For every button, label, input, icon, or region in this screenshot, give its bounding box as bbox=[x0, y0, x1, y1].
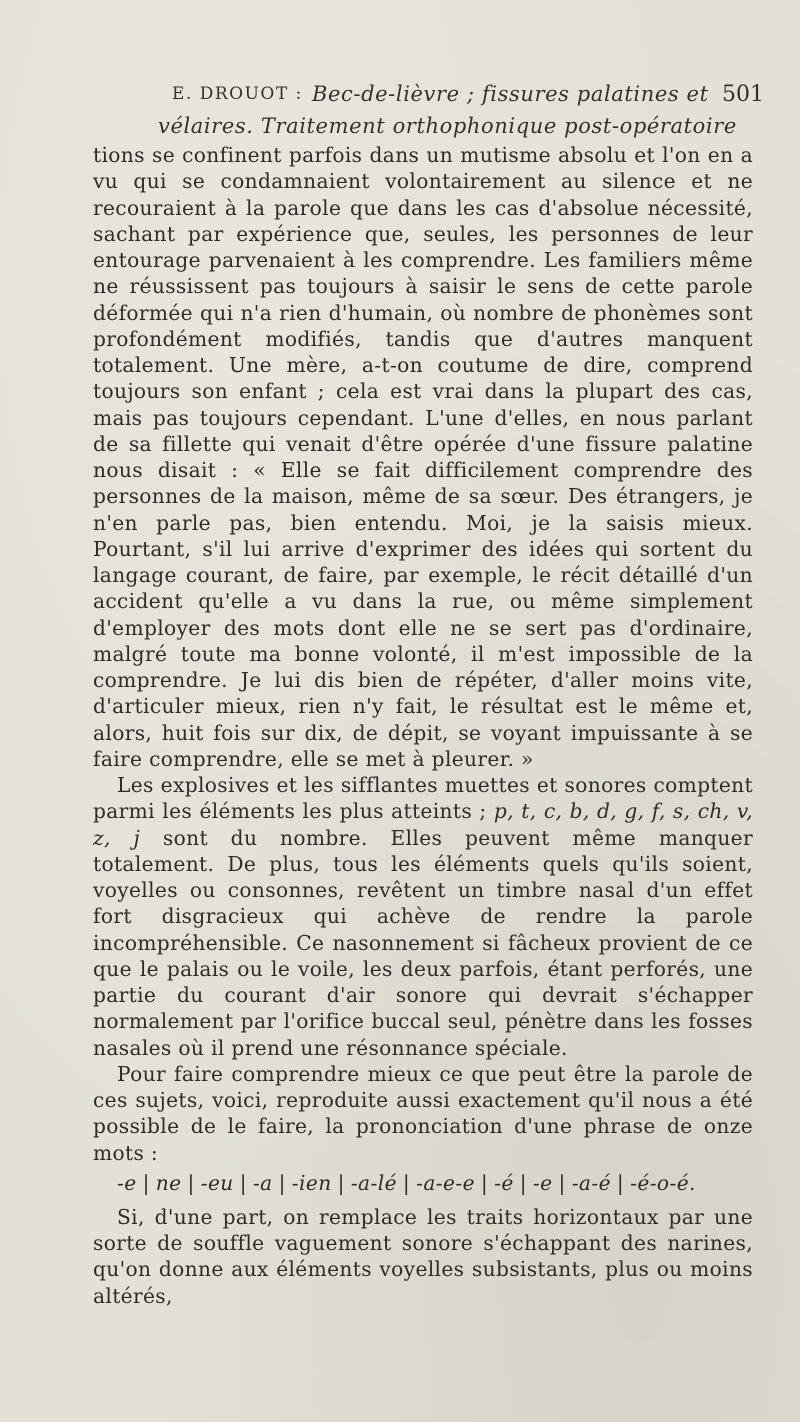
separator-bar: | bbox=[337, 1170, 345, 1195]
separator-bar: | bbox=[278, 1170, 286, 1195]
separator-bar: | bbox=[239, 1170, 247, 1195]
body-text bbox=[93, 142, 753, 1309]
separator-bar: | bbox=[519, 1170, 527, 1195]
separator-bar: | bbox=[402, 1170, 411, 1195]
separator-bar: | bbox=[187, 1170, 195, 1195]
separator-bar: | bbox=[558, 1170, 566, 1195]
separator-bar: | bbox=[616, 1170, 625, 1195]
syllable: -e bbox=[532, 1170, 553, 1195]
paragraph-example-intro: Pour faire comprendre mieux ce que peut être la parole de ces sujets, voici, reproduite aussi exactement qu'il nous a été possible de le faire, la prononciation d'une phrase de onze mots : bbox=[93, 1061, 753, 1165]
running-header bbox=[0, 82, 800, 146]
running-title-line-2: vélaires. Traitement orthophonique post-opératoire bbox=[158, 114, 737, 138]
page-number: 501 bbox=[722, 82, 764, 107]
phrase-transcription bbox=[93, 1166, 753, 1201]
paragraph-explosives bbox=[93, 772, 753, 1061]
syllable: -é-o-é. bbox=[630, 1170, 696, 1195]
consonant-list: p, t, c, b, d, g, f, s, ch, v, z, j bbox=[93, 799, 753, 850]
header-line-1 bbox=[0, 82, 800, 114]
syllable: ne bbox=[155, 1170, 182, 1195]
syllable: -a-e-e bbox=[416, 1170, 475, 1195]
paragraph-explosives-lead: Les explosives et les sifflantes muettes et sonores comptent parmi les éléments les plus atteints ; bbox=[93, 773, 753, 824]
syllable: -ien bbox=[291, 1170, 332, 1195]
syllable: -e bbox=[117, 1170, 137, 1195]
syllable: -é bbox=[494, 1170, 514, 1195]
paragraph-final: Si, d'une part, on remplace les traits horizontaux par une sorte de souffle vaguement sonore s'échappant des narines, qu'on donne aux éléments voyelles subsistants, plus ou moins altérés, bbox=[93, 1204, 753, 1308]
paragraph-explosives-rest: sont du nombre. Elles peuvent même manquer totalement. De plus, tous les éléments quels qu'ils soient, voyelles ou consonnes, revêtent un timbre nasal d'un effet fort disgracieux qui achève de rendre la parole incompréhensible. Ce nasonnement si fâcheux provient de ce que le palais ou le voile, les deux parfois, étant perforés, une partie du courant d'air sonore qui devrait s'échapper normalement par l'orifice buccal seul, pénètre dans les fosses nasales où il prend une résonnance spéciale. bbox=[93, 825, 753, 1060]
running-title-line-1: Bec-de-lièvre ; fissures palatines et bbox=[312, 82, 709, 106]
syllable: -eu bbox=[200, 1170, 234, 1195]
syllable: -a bbox=[252, 1170, 273, 1195]
author-name: E. DROUOT : bbox=[172, 84, 303, 104]
paragraph-continuation: tions se confinent parfois dans un mutisme absolu et l'on en a vu qui se condamnaient volontairement au silence et ne recouraient à la parole que dans les cas d'absolue nécessité, sachant par expérience que, seules, les personnes de leur entourage parvenaient à les comprendre. Les familiers même ne réussissent pas toujours à saisir le sens de cette parole déformée qui n'a rien d'humain, où nombre de phonèmes sont profondément modifiés, tandis que d'autres manquent totalement. Une mère, a-t-on coutume de dire, comprend toujours son enfant ; cela est vrai dans la plupart des cas, mais pas toujours cependant. L'une d'elles, en nous parlant de sa fillette qui venait d'être opérée d'une fissure palatine nous disait : « Elle se fait difficilement comprendre des personnes de la maison, même de sa sœur. Des étrangers, je n'en parle pas, bien entendu. Moi, je la saisis mieux. Pourtant, s'il lui arrive d'exprimer des idées qui sortent du langage courant, de faire, par exemple, le récit détaillé d'un accident qu'elle a vu dans la rue, ou même simplement d'employer des mots dont elle ne se sert pas d'ordinaire, malgré toute ma bonne volonté, il m'est impossible de la comprendre. Je lui dis bien de répéter, d'aller moins vite, d'articuler mieux, rien n'y fait, le résultat est le même et, alors, huit fois sur dix, de dépit, se voyant impuissante à se faire comprendre, elle se met à pleurer. » bbox=[93, 143, 753, 771]
separator-bar: | bbox=[142, 1170, 150, 1195]
syllable: -a-lé bbox=[350, 1170, 397, 1195]
separator-bar: | bbox=[480, 1170, 489, 1195]
syllable: -a-é bbox=[571, 1170, 611, 1195]
